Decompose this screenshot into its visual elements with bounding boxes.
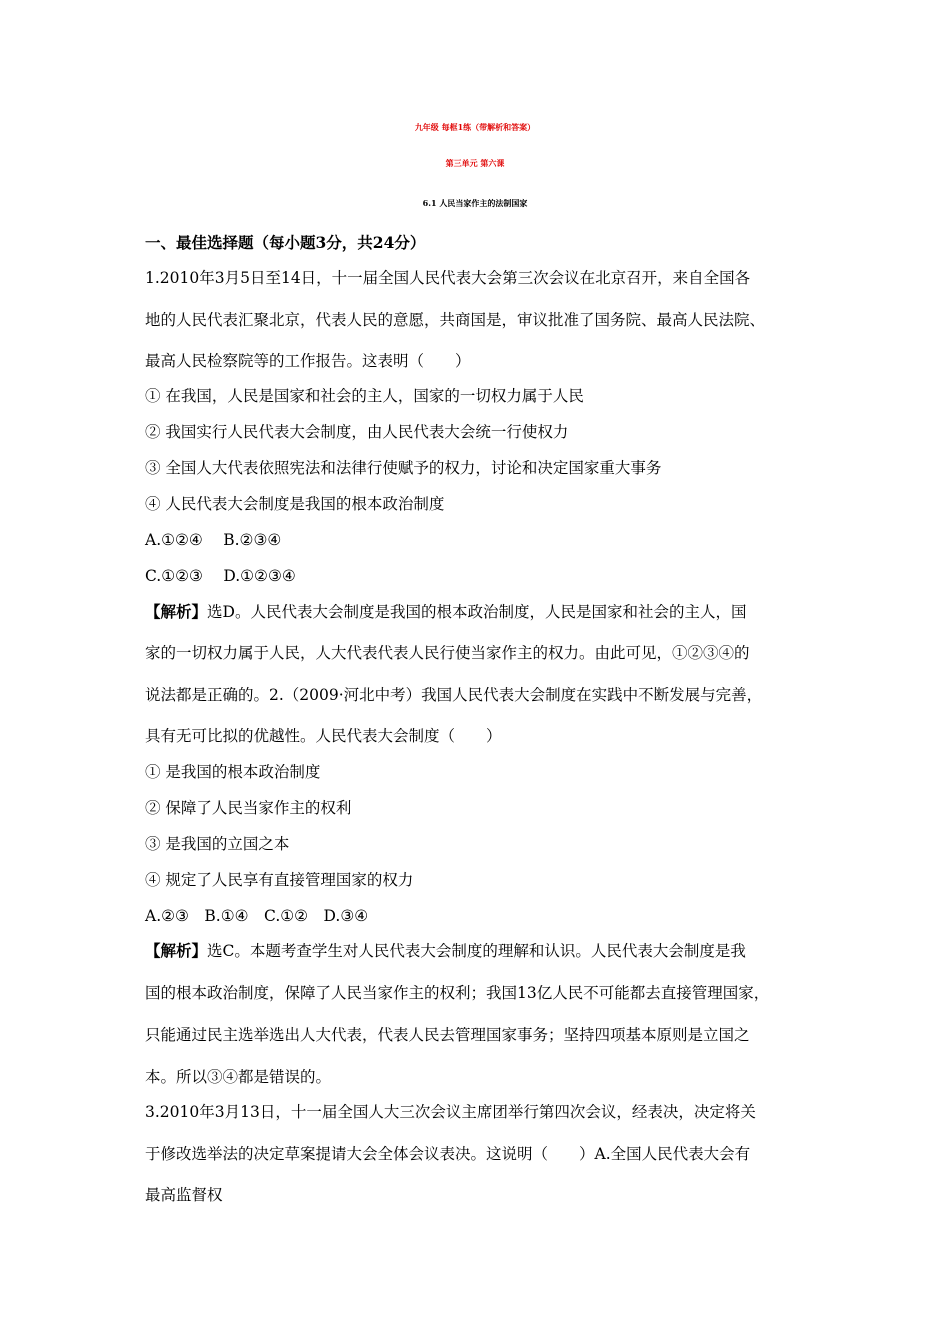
q1-option: ③ 全国人大代表依照宪法和法律行使赋予的权力，讨论和决定国家重大事务 (145, 459, 662, 477)
analysis-text: 选C。本题考查学生对人民代表大会制度的理解和认识。人民代表大会制度是我 (207, 942, 746, 960)
section-heading: 一、最佳选择题（每小题3分，共24分） (145, 233, 426, 252)
q1-choices: A.①②④ B.②③④ (145, 531, 282, 549)
q2-option: ② 保障了人民当家作主的权利 (145, 799, 352, 817)
q2-option: ③ 是我国的立国之本 (145, 835, 290, 853)
analysis-text: 选D。人民代表大会制度是我国的根本政治制度，人民是国家和社会的主人，国 (207, 603, 747, 621)
q3-stem-line: 3.2010年3月13日，十一届全国人大三次会议主席团举行第四次会议，经表决，决定将关 (145, 1103, 756, 1121)
q1-choices: C.①②③ D.①②③④ (145, 567, 296, 585)
q1-stem-line: 最高人民检察院等的工作报告。这表明（ ） (145, 352, 471, 370)
q1-stem-line: 1.2010年3月5日至14日，十一届全国人民代表大会第三次会议在北京召开，来自全国各 (145, 269, 751, 287)
q1-option: ④ 人民代表大会制度是我国的根本政治制度 (145, 495, 445, 513)
q1-stem-line: 地的人民代表汇聚北京，代表人民的意愿，共商国是，审议批准了国务院、最高人民法院、 (145, 311, 766, 329)
q1-analysis-line: 家的一切权力属于人民，人大代表代表人民行使当家作主的权力。由此可见，①②③④的 (145, 644, 750, 662)
q2-option: ① 是我国的根本政治制度 (145, 763, 321, 781)
q2-analysis-line: 本。所以③④都是错误的。 (145, 1068, 332, 1086)
document-title: 九年级 每框1练（带解析和答案） (414, 122, 536, 132)
analysis-tag: 【解析】 (145, 941, 208, 960)
q2-choices: A.②③ B.①④ C.①② D.③④ (145, 907, 369, 925)
q3-stem-line: 最高监督权 (145, 1186, 223, 1204)
unit-lesson-title: 第三单元 第六课 (445, 158, 505, 168)
q1-analysis-line: 说法都是正确的。2.（2009·河北中考）我国人民代表大会制度在实践中不断发展与完善， (145, 686, 763, 704)
analysis-tag: 【解析】 (145, 602, 208, 621)
q2-analysis-line (145, 941, 746, 961)
q2-analysis-line: 只能通过民主选举选出人大代表，代表人民去管理国家事务；坚持四项基本原则是立国之 (145, 1026, 750, 1044)
q1-option: ① 在我国，人民是国家和社会的主人，国家的一切权力属于人民 (145, 387, 584, 405)
section-subtitle: 6.1 人民当家作主的法制国家 (422, 198, 528, 208)
q3-stem-line: 于修改选举法的决定草案提请大会全体会议表决。这说明（ ）A.全国人民代表大会有 (145, 1145, 751, 1163)
q1-option: ② 我国实行人民代表大会制度，由人民代表大会统一行使权力 (145, 423, 569, 441)
q1-analysis-line (145, 602, 746, 622)
q2-stem-line: 具有无可比拟的优越性。人民代表大会制度（ ） (145, 727, 502, 745)
q2-option: ④ 规定了人民享有直接管理国家的权力 (145, 871, 414, 889)
q2-analysis-line: 国的根本政治制度，保障了人民当家作主的权利；我国13亿人民不可能都去直接管理国家， (145, 984, 770, 1002)
